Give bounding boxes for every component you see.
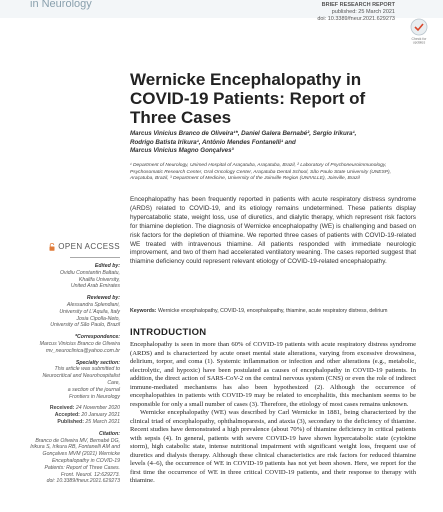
published-label: Published: [57,418,84,425]
citation-line: Front. Neurol. 12:629273. [60,471,120,478]
reviewer-affiliation: University of São Paulo, Brazil [50,322,120,329]
correspondence-email[interactable]: mv_neuroclinica@yahoo.com.br [45,347,120,354]
section-heading-introduction: INTRODUCTION [130,327,207,338]
affiliations [130,163,420,183]
affiliation-line: Psychosomatic Research Center, Oral Oncology Center, Araçatuba Dental School, São Paulo State University (UNESP), [130,169,392,175]
keywords-text: Wernicke encephalopathy, COVID-19, encephalopathy, thiamine, acute respiratory distress, delirium [157,308,388,314]
introduction-body [130,341,416,486]
doi[interactable]: doi: 10.3389/fneur.2021.629273 [317,16,395,22]
author-line[interactable]: Rodrigo Batista Irikura¹, Antônio Mendes Fontanelli¹ and [130,138,296,146]
citation-line: Encephalopathy in COVID-19 [51,457,120,464]
citation-line: Gonçalves MVM (2021) Wernicke [42,451,120,458]
reviewer-name: Alessandra Splendiani, [66,301,120,308]
paragraph: Wernicke encephalopathy (WE) was described by Carl Wernicke in 1881, being characterized by the clinical triad of encephalopathy, ophthalmoparesis, and ataxia (3), secondary to the deficiency of thiamine. Recent studies have demonstrated a high prevalence (about 70%) of thiamine deficiency in critical patients with sepsis (4). In general, patients with severe COVID-19 have shown hypercatabolic state (cytokine storm), high catabolic state, intense nutritional impairment with significant weight loss, frequent use of diuretics and dialysis therapy. Although these clinical characteristics are risk factors for reduced thiamine levels (4–6), the occurrence of WE in COVID-19 patients has not yet been shown. Here, we report for the first time the occurrence of WE in three critical COVID-19 patients, and their response to therapy with thiamine. [130,409,416,484]
open-lock-icon [49,243,55,251]
citation-doi[interactable]: doi: 10.3389/fneur.2021.629273 [46,478,120,485]
correspondence-label: *Correspondence: [75,334,120,341]
svg-text:Check for: Check for [411,37,427,41]
affiliation-line: ¹ Department of Neurology, Unimed Hospital of Araçatuba, Araçatuba, Brazil, ² Laboratory of Psychoneuroimmunology, [130,163,387,168]
keywords-label: Keywords: [130,308,157,314]
correspondence-name: Marcus Vinicius Branco de Oliveira [39,340,120,347]
keywords [130,308,416,315]
editor-name: Ovidiu Constantin Baltatu, [60,269,120,276]
specialty-line: Care, [107,379,120,386]
article-sidebar [30,243,120,485]
editor-affiliation: Khalifa University, [78,276,120,283]
citation-line: Patients: Report of Three Cases. [44,464,120,471]
specialty-line: Frontiers in Neurology [68,393,120,400]
journal-title: in Neurology [30,0,92,10]
article-meta [317,2,395,23]
specialty-line: Neurocritical and Neurohospitalist [42,373,120,380]
author-line[interactable]: Marcus Vinicius Magno Gonçalves³ [130,147,234,154]
svg-text:updates: updates [412,40,426,44]
dates-block [30,405,120,425]
reviewer-affiliation: University of L'Aquila, Italy [59,308,120,315]
article-type: BRIEF RESEARCH REPORT [321,2,395,8]
article-title: Wernicke Encephalopathy in COVID-19 Patients: Report of Three Cases [130,70,366,127]
edited-by-label: Edited by: [94,263,120,269]
citation-line: Irikura S, Irikura RB, Fontanelli AM and [30,444,120,451]
published-date-sidebar: 25 March 2021 [85,418,120,425]
reviewed-by-label: Reviewed by: [86,295,120,302]
divider [70,257,120,258]
accepted-label: Accepted: [54,412,80,419]
received-label: Received: [49,405,75,412]
citation-line: Branco de Oliveira MV, Bernabé DG, [35,437,120,444]
open-access-badge [30,243,120,251]
affiliation-line: Araçatuba, Brazil, ³ Department of Medicine, University of the Joinville Region (UNIVILLE), Joinville, Brazil [130,176,360,182]
specialty-label: Specialty section: [75,359,120,366]
received-date: 24 November 2020 [75,405,120,412]
citation-label: Citation: [98,430,120,437]
abstract: Encephalopathy has been frequently reported in patients with acute respiratory distress syndrome (ARDS) related to COVID-19, and its etiology remains undetermined. These patients display hypercatabolic state, weight loss, use of diuretics, and dialytic therapy, which represent risk factors for thiamine depletion. The diagnosis of Wernicke encephalopathy (WE) is challenging and based on risk factors for the depletion of thiamine. We reported three cases of patients with COVID-19-related WE treated with intravenous thiamine. All patients responded with immediate neurologic improvement, and two of them had accelerated ventilatory weaning. The cases reported suggest that thiamine deficiency could represent relevant etiology of COVID-19-related encephalopathy. [130,196,416,266]
open-access-label: OPEN ACCESS [58,241,120,251]
accepted-date: 20 January 2021 [81,412,120,419]
specialty-line: This article was submitted to [54,366,120,373]
author-list [130,130,420,156]
crossmark-icon[interactable] [409,18,429,44]
specialty-line: a section of the journal [67,386,120,393]
paragraph: Encephalopathy is seen in more than 60% of COVID-19 patients with acute respiratory distress syndrome (ARDS) and is characterized by acute onset mental state alterations, varying from excessive drowsiness, delirium, torpor, and coma (1). Systemic inflammation or infection and other alterations (e.g., metabolic, electrolytic, and hypoxic) have been postulated as causes of encephalopathy in COVID-19 patients. In addition, the direct action of SARS-CoV-2 on the central nervous system (CNS) or even the role of indirect immune-mediated mechanisms has also been hypothesized (2). Although the occurrence of encephalopathies in patients with COVID-19 may be related to encephalitis, this mechanism seems to be responsible for only a small number of cases (3). Therefore, the etiology of most cases remains unknown. [130,341,416,408]
journal-name [30,0,92,10]
editor-country: United Arab Emirates [70,283,120,290]
published-date: published: 25 March 2021 [331,9,395,15]
reviewer-name: Josia Cipolla-Neto, [76,315,120,322]
author-line[interactable]: Marcus Vinicius Branco de Oliveira¹*, Daniel Galera Bernabé², Sergio Irikura¹, [130,130,357,137]
